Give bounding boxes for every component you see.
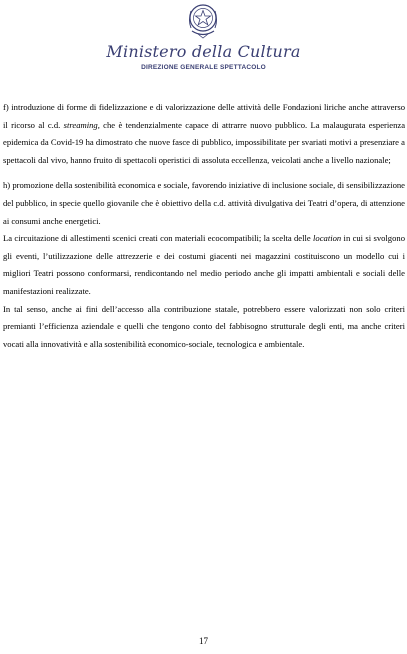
paragraph-in-tal-senso: In tal senso, anche ai fini dell’accesso alla contribuzione statale, potrebbero essere valorizzati non solo criteri premianti l’efficienza aziendale e quelli che tengono conto del fabbisogno strutturale degli enti, ma anche criteri vocati alla innovatività e alla sostenibilità economico-sociale, tecnologica e ambientale. <box>3 303 405 349</box>
paragraph-f-text-2: , che è tendenzialmente capace di attrarre nuovo pubblico. La malaugurata esperienza epidemica da Covid-19 ha dimostrato che nuove fasce di pubblico, impossibilitate per svariati motivi a presenziare a spettacoli dal vivo, hanno fruito di spettacoli operistici di assoluta eccellenza, veicolati anche a livello nazionale; <box>3 119 406 165</box>
paragraph-circuitazione-emphasis: location <box>313 233 342 244</box>
page-number: 17 <box>199 636 208 646</box>
ministry-title: Ministero della Cultura <box>106 42 301 61</box>
paragraph-circuitazione-text-1: La circuitazione di allestimenti scenici creati con materiali ecocompatibili; la scelta delle <box>3 233 314 244</box>
paragraph-f-text-1: f) introduzione di forme di fidelizzazione e di valorizzazione delle attività delle Fondazioni liriche anche attraverso il ricorso al c.d. <box>3 102 405 130</box>
paragraph-f <box>3 99 405 169</box>
paragraph-circuitazione <box>3 230 405 300</box>
paragraph-circuitazione-text-2: in cui si svolgono gli eventi, l’utilizzazione delle attrezzerie e dei costumi giacenti nei magazzini costituiscono un modello cui i migliori Teatri possono conformarsi, rendicontando nel medio periodo anche gli impatti ambientali e sociali delle manifestazioni realizzate. <box>3 233 405 296</box>
paragraph-f-emphasis: streaming <box>63 119 98 130</box>
document-body <box>3 99 405 353</box>
italian-republic-emblem-icon <box>186 2 220 40</box>
department-title: DIREZIONE GENERALE SPETTACOLO <box>141 64 266 71</box>
paragraph-h: h) promozione della sostenibilità economica e sociale, favorendo iniziative di inclusione sociale, di sensibilizzazione del pubblico, in specie quello giovanile che è obiettivo della c.d. attività divulgativa dei Teatri d’opera, di attenzione ai consumi anche energetici. <box>3 180 405 226</box>
letterhead <box>0 0 407 82</box>
